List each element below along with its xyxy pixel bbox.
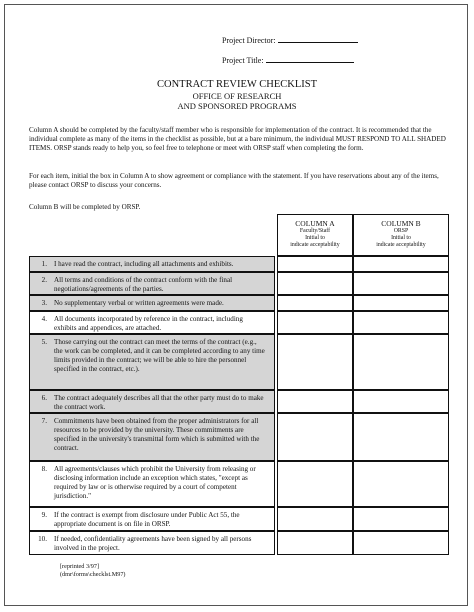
column-a-initial-box[interactable] [277,461,353,507]
column-b-initial-box[interactable] [353,272,449,295]
column-b-initial-box[interactable] [353,507,449,531]
column-a-initial-box[interactable] [277,334,353,390]
footer-reprint-note: [reprinted 3/97] [60,563,100,570]
footer-file-path: (dmr\forms\checklst.M97) [60,571,126,578]
checklist-row-2 [29,272,449,295]
item-number: 8. [41,465,47,473]
item-number: 5. [41,338,47,346]
item-text: Commitments have been obtained from the proper administrators for all resources to be provided by the university. These commitments are specified in the university's transmittal form which is submitted with the contract. [54,417,260,452]
item-cell [29,390,275,413]
column-b-sub3: indicate acceptability [376,242,426,248]
item-cell [29,311,275,334]
office-name-line1: OFFICE OF RESEARCH [192,91,282,101]
project-director-label: Project Director: [222,36,276,45]
column-a-sub3: indicate acceptability [290,242,340,248]
column-b-initial-box[interactable] [353,531,449,555]
column-a-initial-box[interactable] [277,390,353,413]
checklist-row-6 [29,390,449,413]
item-text: If the contract is exempt from disclosure under Public Act 55, the appropriate document is on file in ORSP. [54,511,240,528]
checklist-row-4 [29,311,449,334]
item-number: 6. [41,394,47,402]
column-b-initial-box[interactable] [353,311,449,334]
column-b-initial-box[interactable] [353,461,449,507]
item-number: 2. [41,276,47,284]
project-director-line[interactable] [278,34,358,43]
checklist-row-3 [29,295,449,311]
item-text: All agreements/clauses which prohibit the University from releasing or disclosing information include an exception which states, "except as required by law or is otherwise required by a court of competent jurisdiction." [54,465,256,500]
item-text: No supplementary verbal or written agreements were made. [54,299,224,307]
checklist-row-10 [29,531,449,555]
column-a-sub2: Initial to [305,235,325,241]
document-title: CONTRACT REVIEW CHECKLIST [156,79,318,90]
column-b-initial-box[interactable] [353,256,449,272]
column-b-sub1: ORSP [393,228,409,234]
column-a-initial-box[interactable] [277,531,353,555]
item-text: I have read the contract, including all attachments and exhibits. [54,260,234,268]
item-text: All terms and conditions of the contract conform with the final negotiations/agreements of the parties. [54,276,233,293]
item-number: 10. [38,535,47,543]
column-a-initial-box[interactable] [277,295,353,311]
column-b-initial-box[interactable] [353,334,449,390]
column-b-initial-box[interactable] [353,413,449,461]
column-b-title: COLUMN B [381,219,421,228]
item-number: 3. [41,299,47,307]
intro-paragraph-1: Column A should be completed by the faculty/staff member who is responsible for implementation of the contract. It is recommended that the individual complete as many of the items in the checklist as possible, but at a bare minimum, the individual MUST RESPOND TO ALL SHADED ITEMS. ORSP stands ready to help you, so feel free to telephone or meet with ORSP staff when completing the form. [29,126,446,153]
item-cell [29,413,275,461]
checklist-row-1 [29,256,449,272]
column-a-sub1: Faculty/Staff [299,228,331,234]
item-text: Those carrying out the contract can meet the terms of the contract (e.g., the work can be completed, and it can be completed according to any time limits provided in the contract; we will be able to hire the personnel specified in the contract, etc.). [54,338,265,373]
column-a-title: COLUMN A [295,219,335,228]
checklist-row-7 [29,413,449,461]
item-number: 4. [41,315,47,323]
checklist-row-8 [29,461,449,507]
item-text: All documents incorporated by reference in the contract, including exhibits and appendices, are attached. [54,315,243,332]
item-number: 1. [41,260,47,268]
office-name-line2: AND SPONSORED PROGRAMS [177,101,297,111]
project-director-field[interactable] [222,34,358,45]
item-cell [29,461,275,507]
checklist-row-5 [29,334,449,390]
project-title-label: Project Title: [222,56,264,65]
item-cell [29,531,275,555]
project-title-field[interactable] [222,54,354,65]
column-b-initial-box[interactable] [353,390,449,413]
intro-paragraph-2: For each item, initial the box in Column A to show agreement or compliance with the statement. If you have reservations about any of the items, please contact ORSP to discuss your concerns. [29,172,439,190]
item-cell [29,295,275,311]
item-text: If needed, confidentiality agreements have been signed by all persons involved in the project. [54,535,252,552]
item-cell [29,507,275,531]
column-b-header [353,214,449,256]
column-b-sub2: Initial to [391,235,411,241]
column-a-header [277,214,353,256]
item-number: 9. [41,511,47,519]
intro-paragraph-3: Column B will be completed by ORSP. [29,203,141,211]
item-cell [29,334,275,390]
item-cell [29,272,275,295]
column-a-initial-box[interactable] [277,413,353,461]
project-title-line[interactable] [266,54,354,63]
item-text: The contract adequately describes all that the other party must do to make the contract work. [54,394,264,411]
column-b-initial-box[interactable] [353,295,449,311]
checklist-row-9 [29,507,449,531]
column-a-initial-box[interactable] [277,507,353,531]
item-cell [29,256,275,272]
column-a-initial-box[interactable] [277,311,353,334]
item-number: 7. [41,417,47,425]
column-a-initial-box[interactable] [277,256,353,272]
column-a-initial-box[interactable] [277,272,353,295]
